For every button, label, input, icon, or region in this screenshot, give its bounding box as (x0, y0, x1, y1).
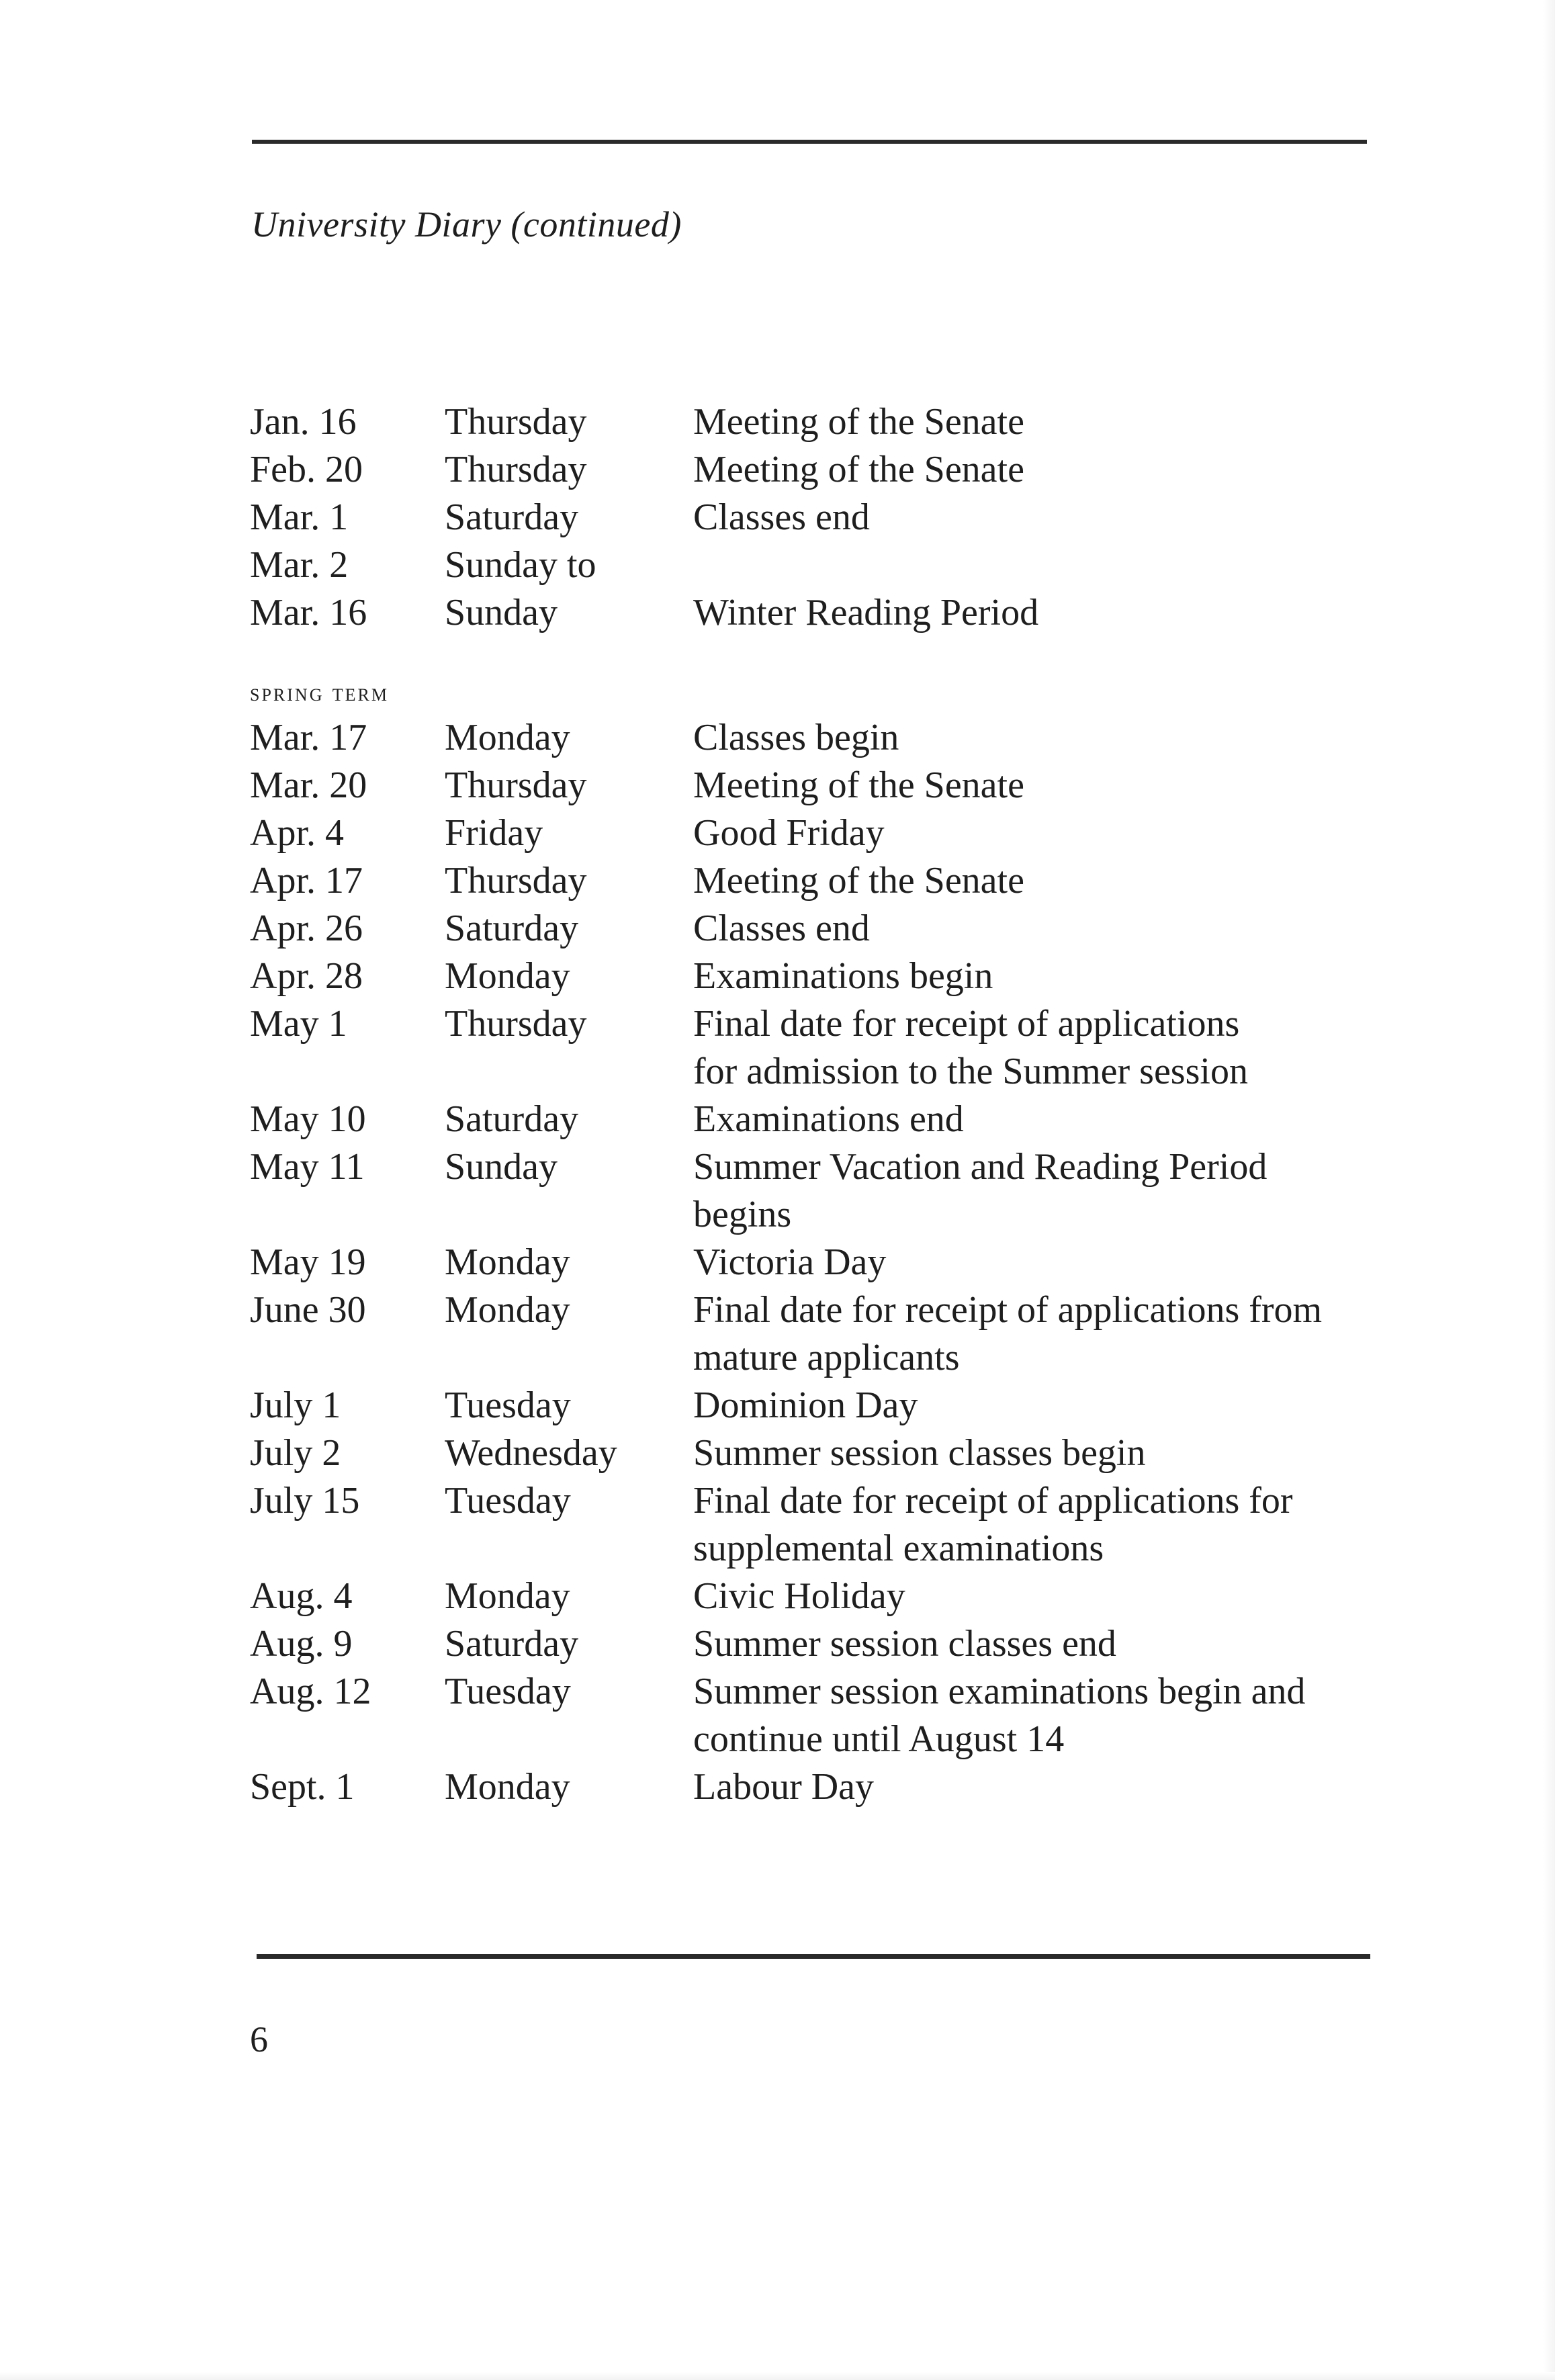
row-date: Apr. 17 (250, 860, 363, 901)
row-day: Sunday to (445, 544, 596, 586)
row-day: Thursday (445, 860, 587, 901)
row-date: Feb. 20 (250, 449, 363, 490)
row-event: Final date for receipt of applications (693, 1003, 1240, 1045)
row-date: Mar. 1 (250, 496, 349, 538)
row-event: Dominion Day (693, 1384, 918, 1426)
row-event: Meeting of the Senate (693, 449, 1024, 490)
row-date: July 1 (250, 1384, 341, 1426)
row-date: June 30 (250, 1289, 366, 1331)
running-head: University Diary (continued) (251, 204, 682, 245)
row-day: Sunday (445, 1146, 558, 1188)
row-date: July 15 (250, 1480, 360, 1522)
row-day: Monday (445, 1289, 570, 1331)
row-date: Apr. 4 (250, 812, 344, 854)
page-number: 6 (250, 2019, 268, 2060)
row-date: Sept. 1 (250, 1766, 355, 1808)
row-date: May 19 (250, 1241, 366, 1283)
row-day: Friday (445, 812, 543, 854)
row-date: July 2 (250, 1432, 341, 1474)
row-event: Examinations end (693, 1098, 964, 1140)
row-event-continuation: supplemental examinations (693, 1528, 1104, 1569)
row-day: Saturday (445, 908, 579, 949)
row-event-continuation: begins (693, 1194, 792, 1235)
scan-edge-shadow (1543, 0, 1555, 2380)
bottom-rule (257, 1954, 1370, 1959)
row-day: Saturday (445, 1623, 579, 1665)
row-date: May 1 (250, 1003, 347, 1045)
row-event: Final date for receipt of applications for (693, 1480, 1293, 1522)
row-date: Jan. 16 (250, 401, 357, 443)
row-day: Tuesday (445, 1384, 571, 1426)
row-event-continuation: for admission to the Summer session (693, 1051, 1248, 1092)
row-day: Thursday (445, 1003, 587, 1045)
row-event-continuation: mature applicants (693, 1337, 960, 1378)
row-date: May 10 (250, 1098, 366, 1140)
row-event: Good Friday (693, 812, 885, 854)
scan-bottom-shadow (0, 2372, 1555, 2380)
row-date: Aug. 9 (250, 1623, 353, 1665)
row-event: Final date for receipt of applications from (693, 1289, 1323, 1331)
row-day: Thursday (445, 449, 587, 490)
row-day: Monday (445, 717, 570, 758)
row-day: Saturday (445, 496, 579, 538)
row-date: Mar. 2 (250, 544, 349, 586)
row-day: Monday (445, 1575, 570, 1617)
row-event: Summer session classes begin (693, 1432, 1146, 1474)
row-event: Summer Vacation and Reading Period (693, 1146, 1268, 1188)
row-event: Classes end (693, 908, 870, 949)
row-day: Tuesday (445, 1671, 571, 1712)
row-event: Classes end (693, 496, 870, 538)
row-date: Apr. 26 (250, 908, 363, 949)
row-day: Monday (445, 1241, 570, 1283)
row-event: Classes begin (693, 717, 899, 758)
row-day: Sunday (445, 592, 558, 633)
row-event: Meeting of the Senate (693, 401, 1024, 443)
row-event: Meeting of the Senate (693, 860, 1024, 901)
row-date: Apr. 28 (250, 955, 363, 997)
row-day: Thursday (445, 401, 587, 443)
row-event: Victoria Day (693, 1241, 887, 1283)
row-date: May 11 (250, 1146, 365, 1188)
section-heading-spring-term: spring term (250, 679, 389, 707)
row-event: Summer session classes end (693, 1623, 1116, 1665)
row-date: Aug. 12 (250, 1671, 371, 1712)
row-day: Monday (445, 955, 570, 997)
row-event: Meeting of the Senate (693, 764, 1024, 806)
row-day: Thursday (445, 764, 587, 806)
row-day: Monday (445, 1766, 570, 1808)
row-date: Aug. 4 (250, 1575, 353, 1617)
top-rule (252, 140, 1367, 144)
row-event: Labour Day (693, 1766, 875, 1808)
row-event: Examinations begin (693, 955, 993, 997)
row-date: Mar. 20 (250, 764, 367, 806)
row-event-continuation: continue until August 14 (693, 1718, 1065, 1760)
row-date: Mar. 16 (250, 592, 367, 633)
row-date: Mar. 17 (250, 717, 367, 758)
row-day: Tuesday (445, 1480, 571, 1522)
row-event: Summer session examinations begin and (693, 1671, 1306, 1712)
row-event: Winter Reading Period (693, 592, 1039, 633)
row-day: Saturday (445, 1098, 579, 1140)
row-event: Civic Holiday (693, 1575, 905, 1617)
row-day: Wednesday (445, 1432, 617, 1474)
